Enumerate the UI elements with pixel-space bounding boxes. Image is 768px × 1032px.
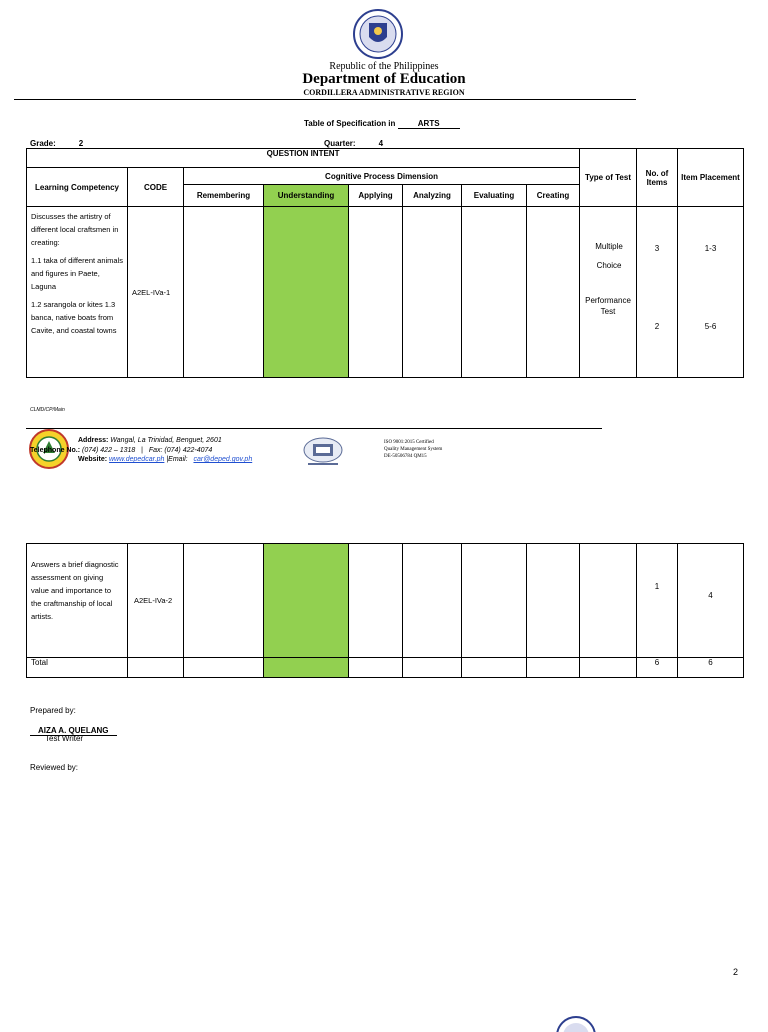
- competency-cell: [27, 207, 128, 378]
- code-cell: A2EL-IVa-1: [128, 207, 184, 378]
- reviewed-by-label: Reviewed by:: [30, 763, 79, 772]
- table-row: [27, 544, 744, 658]
- tos-subject: ARTS: [398, 119, 460, 129]
- code-cell: A2EL-IVa-2: [128, 544, 184, 658]
- creating-cell: [527, 207, 580, 378]
- question-intent-header: QUESTION INTENT: [27, 149, 580, 168]
- evaluating-cell: [462, 207, 527, 378]
- no-of-items-cell: [637, 207, 678, 378]
- placement-multiple-choice: 1-3: [704, 244, 717, 253]
- remembering-cell: [184, 544, 264, 658]
- applying-cell: [349, 544, 403, 658]
- analyzing-cell: [403, 207, 462, 378]
- type-performance-test: Performance Test: [585, 296, 631, 316]
- understanding-cell: [264, 544, 349, 658]
- understanding-cell: [264, 658, 349, 678]
- type-of-test-cell: [580, 207, 637, 378]
- writer-name: AIZA A. QUELANG: [30, 726, 117, 736]
- iso-line-1: ISO 9001:2015 Certified: [384, 440, 434, 445]
- telephone-label: Telephone No.:: [30, 446, 81, 454]
- website-label: Website:: [78, 456, 108, 463]
- fax-value: (074) 422-4074: [164, 446, 213, 454]
- region-title: CORDILLERA ADMINISTRATIVE REGION: [303, 88, 465, 97]
- fax-label: Fax:: [148, 446, 163, 454]
- iso-line-3: DE-50506784 QM15: [384, 454, 427, 459]
- empty-cell: [349, 658, 403, 678]
- specification-table: [26, 148, 744, 378]
- empty-cell: [462, 658, 527, 678]
- learning-competency-header: Learning Competency: [27, 168, 128, 207]
- remembering-cell: [184, 207, 264, 378]
- competency-item-1: 1.1 taka of different animals and figures in Paete, Laguna: [31, 256, 123, 291]
- items-value: 1: [654, 582, 660, 591]
- header-divider: [14, 99, 636, 100]
- placement-value: 4: [708, 591, 713, 600]
- tos-label: Table of Specification in: [304, 119, 396, 128]
- table-row: [27, 207, 744, 378]
- level-evaluating: Evaluating: [462, 185, 527, 207]
- no-of-items-cell: [637, 544, 678, 658]
- deped-seal-icon: [556, 1016, 596, 1032]
- level-creating: Creating: [527, 185, 580, 207]
- analyzing-cell: [403, 544, 462, 658]
- level-analyzing: Analyzing: [403, 185, 462, 207]
- website-line: Website: www.depedcar.ph |Email: car@deped.gov.ph: [78, 456, 253, 463]
- website-link[interactable]: www.depedcar.ph: [109, 456, 165, 463]
- empty-cell: [527, 658, 580, 678]
- address-label: Address:: [78, 437, 109, 444]
- empty-cell: [184, 658, 264, 678]
- email-link[interactable]: car@deped.gov.ph: [193, 456, 253, 463]
- type-of-test-cell: [580, 544, 637, 658]
- competency-cell: Answers a brief diagnostic assessment on giving value and importance to the craftmanship of local artists.: [27, 544, 128, 658]
- applying-cell: [349, 207, 403, 378]
- type-of-test-header: Type of Test: [580, 149, 637, 207]
- cognitive-dimension-header: Cognitive Process Dimension: [184, 168, 580, 185]
- understanding-cell: [264, 207, 349, 378]
- total-label: Total: [27, 658, 128, 678]
- republic-line: Republic of the Philippines: [329, 61, 439, 72]
- empty-cell: [403, 658, 462, 678]
- certification-logo-icon: [302, 436, 344, 468]
- telephone-value: (074) 422 – 1318: [82, 446, 136, 454]
- deped-seal-icon: [353, 9, 403, 59]
- code-header: CODE: [128, 168, 184, 207]
- creating-cell: [527, 544, 580, 658]
- evaluating-cell: [462, 544, 527, 658]
- quarter-value: 4: [358, 139, 404, 149]
- item-placement-cell: [678, 544, 744, 658]
- total-row: [27, 658, 744, 678]
- competency-item-2-3: 1.2 sarangola or kites 1.3 banca, native boats from Cavite, and coastal towns: [31, 300, 117, 335]
- no-of-items-header: No. of Items: [637, 149, 678, 207]
- competency-intro: Discusses the artistry of different local craftsmen in creating:: [31, 212, 119, 247]
- type-multiple-choice: Multiple Choice: [595, 242, 623, 270]
- email-label: Email:: [168, 456, 188, 463]
- clmd-code: CLMD/CP/Main: [30, 407, 65, 413]
- address-line: [78, 436, 252, 446]
- empty-cell: [580, 658, 637, 678]
- office-contact-block: [30, 436, 253, 465]
- prepared-by-label: Prepared by:: [30, 706, 76, 715]
- footer-divider: [26, 428, 602, 429]
- department-title: Department of Education: [302, 71, 466, 87]
- address-value: Wangal, La Trinidad, Benguet, 2601: [110, 437, 222, 444]
- item-placement-header: Item Placement: [678, 149, 744, 207]
- grade-label: Grade:: [30, 139, 56, 148]
- items-multiple-choice: 3: [654, 244, 660, 253]
- grade-value: 2: [58, 139, 104, 149]
- specification-table-continued: [26, 543, 744, 678]
- tos-title: [304, 119, 460, 129]
- total-placement: 6: [678, 658, 744, 678]
- items-performance-test: 2: [654, 322, 660, 331]
- telephone-line: Telephone No.: (074) 422 – 1318 | Fax: (074) 422-4074: [30, 446, 213, 454]
- quarter-label: Quarter:: [324, 139, 356, 148]
- page-number: 2: [733, 967, 739, 977]
- placement-performance-test: 5-6: [704, 322, 717, 331]
- item-placement-cell: [678, 207, 744, 378]
- total-items: 6: [637, 658, 678, 678]
- empty-cell: [128, 658, 184, 678]
- iso-line-2: Quality Management System: [384, 447, 443, 452]
- test-writer-role: Test Writer: [45, 734, 84, 743]
- level-remembering: Remembering: [184, 185, 264, 207]
- level-understanding: Understanding: [264, 185, 349, 207]
- level-applying: Applying: [349, 185, 403, 207]
- iso-certification: [384, 439, 442, 460]
